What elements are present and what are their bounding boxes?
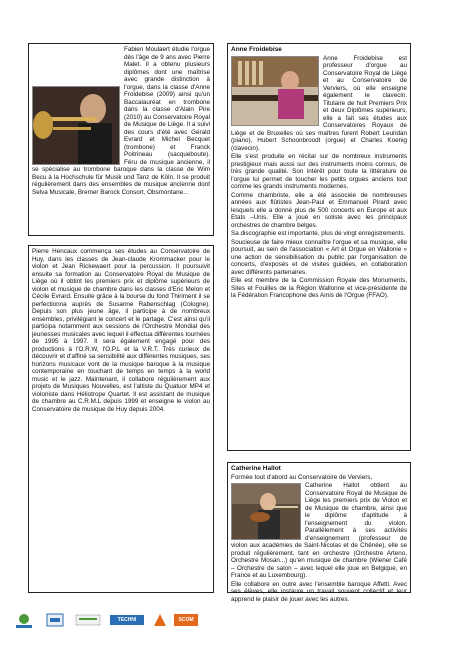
catherine-text-a: Formée tout d'abord au Conservatoire de Verviers,: [231, 473, 373, 481]
anne-text-e: Soucieuse de faire mieux connaître l'orgue et sa musique, elle poursuit, au sein de l'association « Art et Orgue en Wallonie » une action de sensibilisation du public par l'organisation de concerts, d'exposés et de visites guidées, en collaboration avec différents partenaires.: [231, 238, 407, 276]
photo-fabien-trombone: [32, 86, 120, 165]
sponsor-logo-techni: [110, 612, 144, 630]
bio-pierre: [28, 245, 214, 593]
photo-anne-organ: [231, 56, 319, 126]
photo-catherine-violin: [231, 483, 301, 540]
scom-label: SCOM: [174, 614, 198, 626]
anne-text-a: Anne Froidebise est professeur d'orgue au Conservatoire Royal de Liège et au Conservatoire de Verviers, où elle enseigne également le clavecin. Titulaire de huit Premiers Prix et deux Diplômes supérieurs, elle a fait ses études aux Conservatoires Royaux de Liège et de Bruxelles où ses maîtres furent Robert Leuridan (piano), Hubert Schoonbroodt (orgue) et Charles Koenig (clavecin).: [231, 54, 407, 152]
sponsor-logo-5: [152, 612, 168, 630]
pierre-text: Pierre Hencaux commença ses études au Conservatoire de Huy, dans les classes de Jean-claude Krommacker pour le violon et Jean Rickewaert pour la percussion. Il poursuivit ensuite sa formation au Conservatoire Royal de Musique de Liège où il obtint les premiers prix et diplôme supérieurs de violon et musique de chambre dans les classes d'Eric Melon et Cécile Evrard. Ensuite grâce à la bourse du fond Thiriment il se perfectionna auprès de Susanne Rabenschlag (Cologne). Depuis son plus jeune âge, il participe à de nombreux ensembles, privilégiant le concert et le partage. C'est ainsi qu'il participa notamment aux sessions de l'Orchestre Mondial des jeunesses musicales avec lequel il effectua différentes tournées de 1995 à 1997. Il sera également engagé pour des productions à l'O.R.W, l'O.P.L et la V.R.T. Très curieux de découvrir et d'affiné sa sensibilité aux différentes musiques, ses horizons musicaux vont de la musique baroque à la musique contemporaine en touchant de temps en temps à la world music et le jazz. Maintenant, il collabore régulièrement aux projets de Musiques Nouvelles, est l'altiste du Quatuor MP4 et violoniste dans Héliotrope Quartet. Il est assistant de musique de chambre au C.R.M.L depuis 1999 et enseigne le violon au Conservatoire de musique de Huy depuis 2004.: [32, 248, 210, 413]
techni-label: TECHNI: [110, 615, 144, 625]
bio-anne: [227, 43, 411, 451]
anne-text-c: Comme chambriste, elle a été associée de nombreuses années aux flûtistes Jean-Paul et Emmanuel Pirard avec lesquels elle a donné plus de 500 concerts en Europe et aux Etats –Unis. Elle a joué en soliste avec les principaux orchestres de chambre belges.: [231, 191, 407, 229]
anne-text-f: Elle est membre de la Commission Royale des Monuments, Sites et Fouilles de la Région Wallonne et vice-présidente de la Fédération Francophone des Amis de l'Orgue (FFAO).: [231, 277, 407, 299]
catherine-header: Catherine Hallot: [231, 465, 281, 472]
sponsor-logo-1: [14, 612, 34, 630]
sponsor-logo-2: [44, 612, 66, 630]
anne-header: Anne Froidebise: [231, 46, 282, 53]
catherine-text-b: Catherine Hallot obtient au Conservatoire Royal de Musique de Liège les premiers prix de Violon et de Musique de chambre, ainsi que le diplôme d'aptitude à l'enseignement du violon. Parallèlement à ses activités d'enseignement (professeur de violon aux académies de Saint-Nicolas et de Chênée), elle se produit régulièrement, tant en orchestre (Orchestre Arteno, Orchestre Mosan...) qu'en musique de chambre (Wiener Café – Orchestre de salon – avec lequel elle joue en Belgique, en France et au Luxembourg).: [231, 482, 407, 579]
sponsor-logo-3: [74, 612, 102, 630]
anne-text-b: Elle s'est produite en récital sur de nombreux instruments prestigieux mais aussi sur des instruments moins connus, de très grande qualité. Son intérêt pour toute la littérature de l'orgue lui permet de toucher les petits orgues anciens tout comme les grands instruments modernes.: [231, 153, 407, 190]
bio-catherine: [227, 462, 411, 603]
catherine-text-c: Elle collabore en outre avec l'ensemble baroque Affetti. Avec ses élèves, elle instaure un travail souvent collectif et leur apprend le plaisir de jouer avec les autres.: [231, 580, 407, 603]
sponsor-logos: [14, 612, 204, 634]
fabien-text: Fabien Moulaert étudie l'orgue dès l'âge de 9 ans avec Pierre Malet. Il a obtenu plusieurs diplômes dont une maîtrise avec grande distinction à l'orgue, dans la classe d'Anne Froidebise (2009) ainsi qu'un Baccalauréat en trombone dans la classe d'Alain Pire (2010) au Conservatoire Royal de Musique de Liège. Il a suivi des cours d'été avec Gérald Evrard et Michel Becquet (trombone) et Franck Poitrineau (sacqueboute). Féru de musique ancienne, il se spécialise au trombone baroque dans la classe de Wim Becu à la Hochschule für Musik und Tanz de Köln. Il se produit régulièrement dans des ensembles de musique ancienne dont Selva Musicale, Bremer Barock Consort, Obsmontane...: [32, 46, 210, 196]
bio-fabien: [28, 43, 214, 236]
anne-text-d: Sa discographie est importante, plus de vingt enregistrements.: [231, 230, 406, 237]
sponsor-logo-scom: [174, 612, 198, 630]
